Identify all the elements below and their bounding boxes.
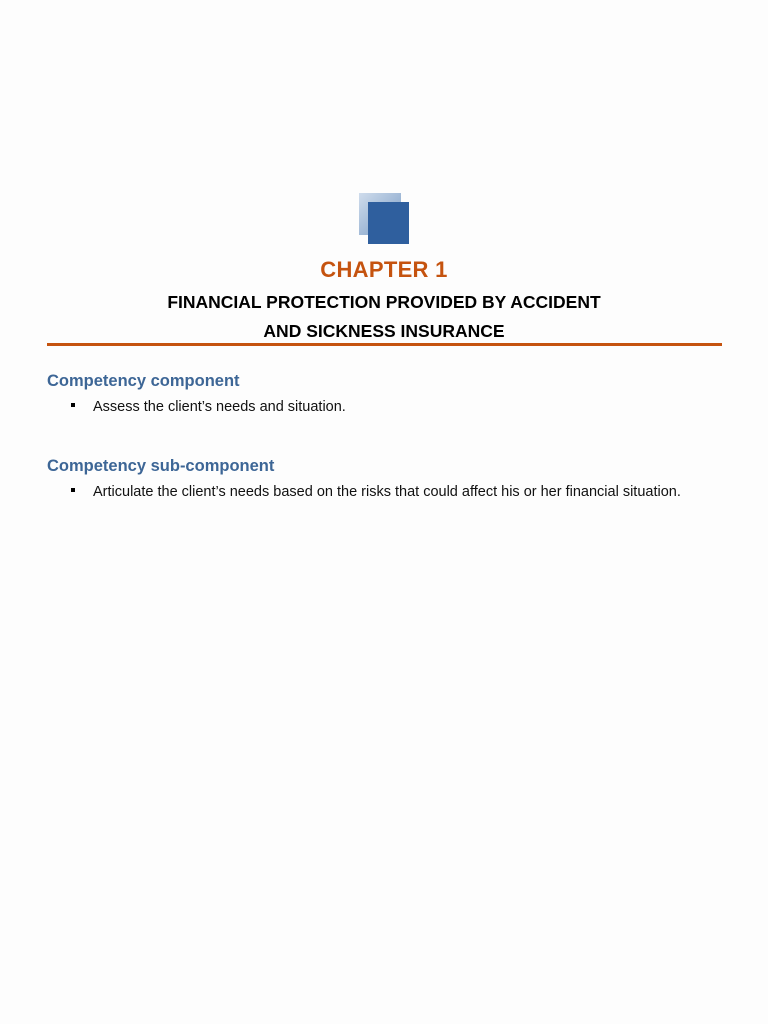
chapter-title-line-2: AND SICKNESS INSURANCE — [263, 321, 505, 341]
competency-sub-component-heading: Competency sub-component — [47, 457, 275, 475]
logo-front-square — [368, 202, 409, 244]
chapter-label: CHAPTER 1 — [320, 257, 448, 282]
competency-component-heading: Competency component — [47, 372, 240, 390]
square-bullet-icon — [71, 488, 75, 492]
chapter-title — [0, 288, 768, 346]
chapter-logo-icon — [359, 193, 409, 244]
list-item — [71, 399, 346, 415]
square-bullet-icon — [71, 403, 75, 407]
chapter-title-line-1: FINANCIAL PROTECTION PROVIDED BY ACCIDENT — [167, 292, 601, 312]
list-item — [71, 484, 681, 500]
title-divider — [47, 343, 722, 346]
list-item-text: Assess the client’s needs and situation. — [93, 399, 346, 415]
list-item-text: Articulate the client’s needs based on the risks that could affect his or her financial situation. — [93, 484, 681, 500]
